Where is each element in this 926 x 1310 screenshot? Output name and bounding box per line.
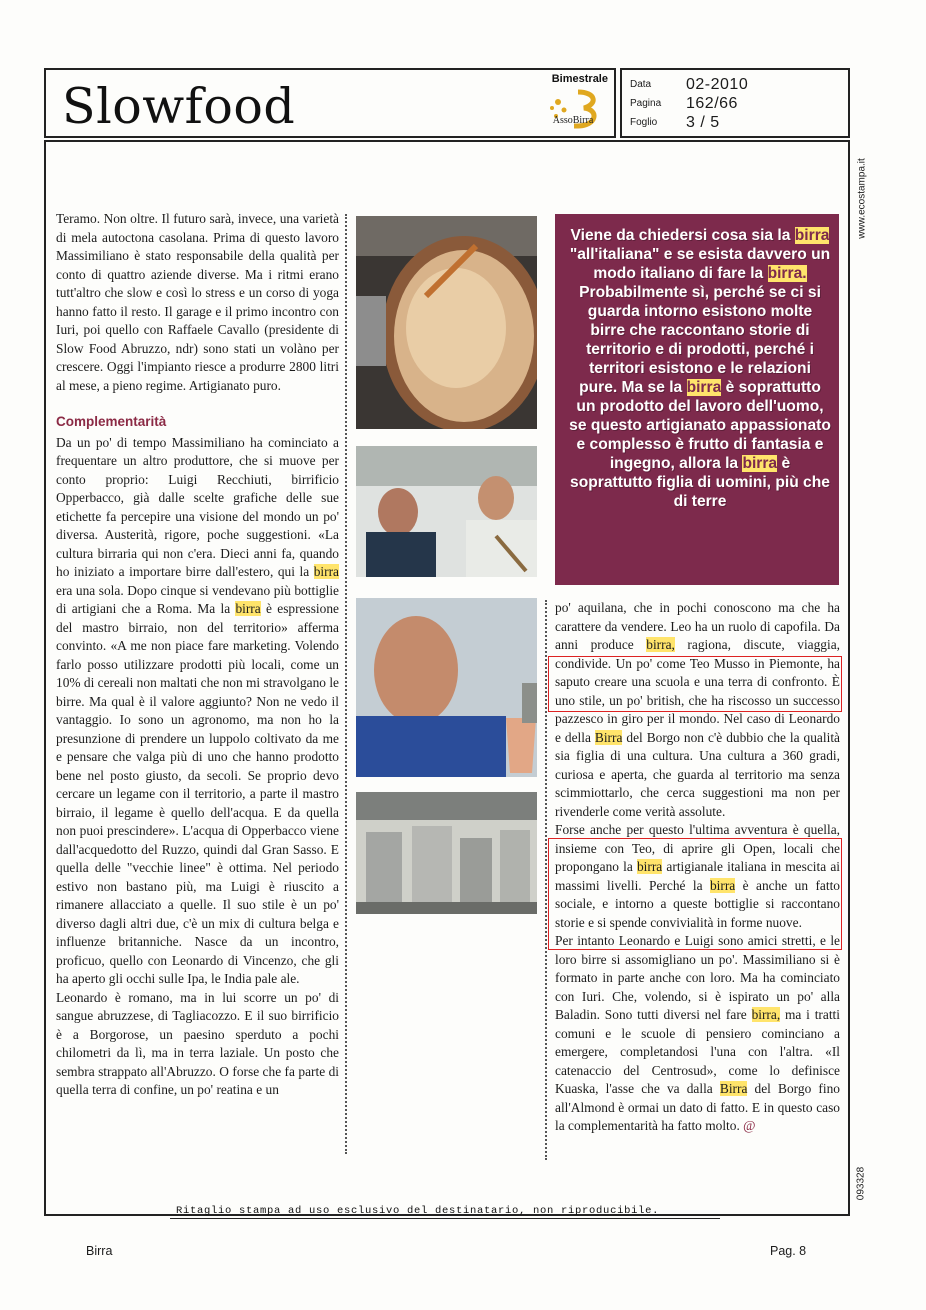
masthead-title: Slowfood: [62, 78, 296, 135]
photo-brew-kettle: [356, 216, 537, 429]
highlight: birra: [794, 227, 830, 244]
column-divider: [345, 214, 347, 1154]
paragraph: Da un po' di tempo Massimiliano ha cominciato a frequentare un altro produttore, che si muove per conto proprio: Luigi Recchiuti, birrificio Opperbacco, già dalle scelte grafiche delle sue etichette fa percepire una visione del mondo un po' diversa. Austerità, rigore, poche suggestioni. «La cultura birraria qui non c'era. Dieci anni fa, quando ho iniziato a importare birre dall'estero, qui la birra era una sola. Dopo cinque si vendevano più bottiglie di artigiani che a Roma. Ma la birra è espressione del mastro birraio, non del territorio» afferma convinto. «A me non piace fare marketing. Volendo farlo posso utilizzare prodotti più locali, come un 10% di cereali non maltati che non mi stravolgano le birre. Ma qual è il valore aggiunto? Non ne vedo il vantaggio. Io sono un agronomo, ma non ho la presunzione di prendere un luppolo coltivato da me e pensare che valga più di uno che hanno prodotto bene nel posto giusto, da secoli. Se proprio devo cercare un legame con il territorio, a parte il mastro birraio, il legame è quello dell'acqua. E da quella non puoi prescindere». L'acqua di Opperbacco viene dall'acquedotto del Ruzzo, quindi dal Gran Sasso. E quella delle "vecchie linee" è ottima. Nel periodo estivo non bastano più, ma Luigi è riuscito a rimanere allacciato a quelle. Il suo stile è un po' diverso dagli altri due, c'è un mix di cultura belga e influenze britanniche. Nasce da un incontro, proficuo, quello con Leonardo di Vincenzo, che gli ha aperto gli occhi sulle Ipa, le India pale ale.: [56, 434, 339, 986]
highlight: birra: [686, 379, 722, 396]
assobirra-logo: [538, 88, 608, 134]
highlight: birra,: [646, 637, 675, 652]
meta-row-page: [630, 95, 845, 113]
side-code: [852, 1160, 866, 1210]
photo-brewers: [356, 446, 537, 577]
highlight: Birra: [719, 1081, 748, 1096]
meta-value: 162/66: [686, 95, 738, 112]
paragraph: Leonardo è romano, ma in lui scorre un po' di sangue abruzzese, di Tagliacozzo. E il suo birrificio è a Borgorose, un paesino sperduto a pochi chilometri da lì, ma in terra laziale. Un posto che sembra strappato all'Abruzzo. O forse che fa parte di quella terra di confine, un po' reatina e un: [56, 989, 339, 1097]
annotation-box: [548, 838, 842, 950]
paragraph: Forse anche per questo l'ultima avventura è quella, insieme con Teo, di aprire gli Open, locali che propongano la birra artigianale italiana in mescita ai massimi livelli. Perché la birra è anche un fatto sociale, e intorno a queste bottiglie si raccontano storie e si spende convivialità in forme nuove.: [555, 822, 840, 930]
brewers-image: [356, 446, 537, 577]
highlight: birra: [313, 564, 339, 579]
meta-value: 3 / 5: [686, 114, 720, 131]
subheading: Complementarità: [56, 414, 167, 429]
assobirra-logo-icon: [538, 88, 608, 134]
highlight: birra: [235, 601, 261, 616]
end-mark-icon: @: [743, 1118, 756, 1133]
brewer-portrait-image: [356, 598, 537, 777]
photo-brewery-plant: [356, 792, 537, 914]
highlight: birra: [742, 455, 778, 472]
meta-label: Foglio: [630, 117, 658, 128]
masthead-box: [44, 68, 616, 138]
highlight: birra: [709, 877, 736, 893]
paragraph: Per intanto Leonardo e Luigi sono amici stretti, e le loro birre si assomigliano un po'. Massimiliano si è formato in parte anche con loro. Ma ha cominciato con Iuri. Che, volendo, si è ispirato un po' alla Baladin. Sono tutti diversi nel fare birra, ma i tratti comuni e le scuole di pensiero cominciano a emergere, completandosi l'una con l'altra. «Il catenaccio del Centrosud», come lo definisce Kuaska, l'asse che va dalla Birra del Borgo fino all'Almond è ormai un dato di fatto. E in questo caso la complementarità ha fatto molto. @: [555, 933, 840, 1133]
meta-box: [620, 68, 850, 138]
clipping-note: Ritaglio stampa ad uso esclusivo del destinatario, non riproducibile.: [176, 1205, 660, 1217]
meta-row-date: [630, 76, 845, 94]
side-url-text: www.ecostampa.it: [856, 158, 868, 239]
column-divider: [545, 600, 547, 1160]
pull-quote: [555, 214, 839, 585]
paragraph: po' aquilana, che in pochi conoscono ma che ha carattere da vendere. Leo ha un ruolo di capofila. Da anni produce birra, ragiona, discute, viaggia, condivide. Un po' come Teo Musso in Piemonte, ha saputo creare una scuola e una terra di confronto. È uno stile, un po' british, che ha riscosso un successo pazzesco in giro per il mondo. Nel caso di Leonardo e della Birra del Borgo non c'è dubbio che la qualità sia figlia di una cultura. Una cultura a 360 gradi, curiosa e aperta, che guarda al territorio ma senza scimmiottarlo, che cerca suggestioni ma non per rivenderle come verità assolute.: [555, 600, 841, 819]
highlight: birra,: [751, 1007, 781, 1022]
meta-value: 02-2010: [686, 76, 749, 93]
logo-text: AssoBirra: [552, 115, 594, 126]
left-column: [56, 210, 339, 1100]
footer-page-number: Pag. 8: [770, 1244, 807, 1258]
highlight: birra.: [767, 265, 807, 282]
annotation-box: [548, 656, 842, 712]
highlight: birra: [636, 859, 663, 874]
side-code-text: 093328: [855, 1166, 867, 1201]
photo-brewer-portrait: [356, 598, 537, 777]
pull-quote-text: Viene da chiedersi cosa sia la birra "all'italiana" e se esista davvero un modo italiano di fare la birra. Probabilmente sì, perché se ci si guarda intorno esistono molte birre che raccontano storie di territorio e di prodotti, perché i territori esistono e le relazioni pure. Ma se la birra è soprattutto un prodotto del lavoro dell'uomo, se questo artigianato appassionato e complesso è frutto di fantasia e ingegno, allora la birra è soprattutto figlia di uomini, più che di terre: [569, 227, 831, 510]
highlight: Birra: [594, 729, 623, 745]
brew-kettle-image: [356, 216, 537, 429]
divider: [170, 1218, 720, 1219]
paragraph: Teramo. Non oltre. Il futuro sarà, invece, una varietà di mela autoctona casolana. Prima di questo lavoro Massimiliano è stato responsabile della qualità per conto di quattro aziende diverse. Ma i ritmi erano tutt'altro che slow e così lo stress e un corso di yoga hanno fatto il resto. Il garage e il primo incontro con Iuri, poi quello con Raffaele Cavallo (presidente di Slow Food Abruzzo, ndr) sono stati un volàno per crescere. Oggi l'impianto riesce a produrre 2800 litri al mese, a pieno regime. Artigianato puro.: [56, 211, 339, 393]
meta-row-sheet: [630, 114, 845, 132]
frequency-label: Bimestrale: [551, 73, 608, 85]
footer-topic: Birra: [86, 1244, 113, 1258]
side-url: [852, 148, 866, 248]
meta-label: Data: [630, 79, 652, 90]
meta-label: Pagina: [630, 98, 662, 109]
brewery-plant-image: [356, 792, 537, 914]
